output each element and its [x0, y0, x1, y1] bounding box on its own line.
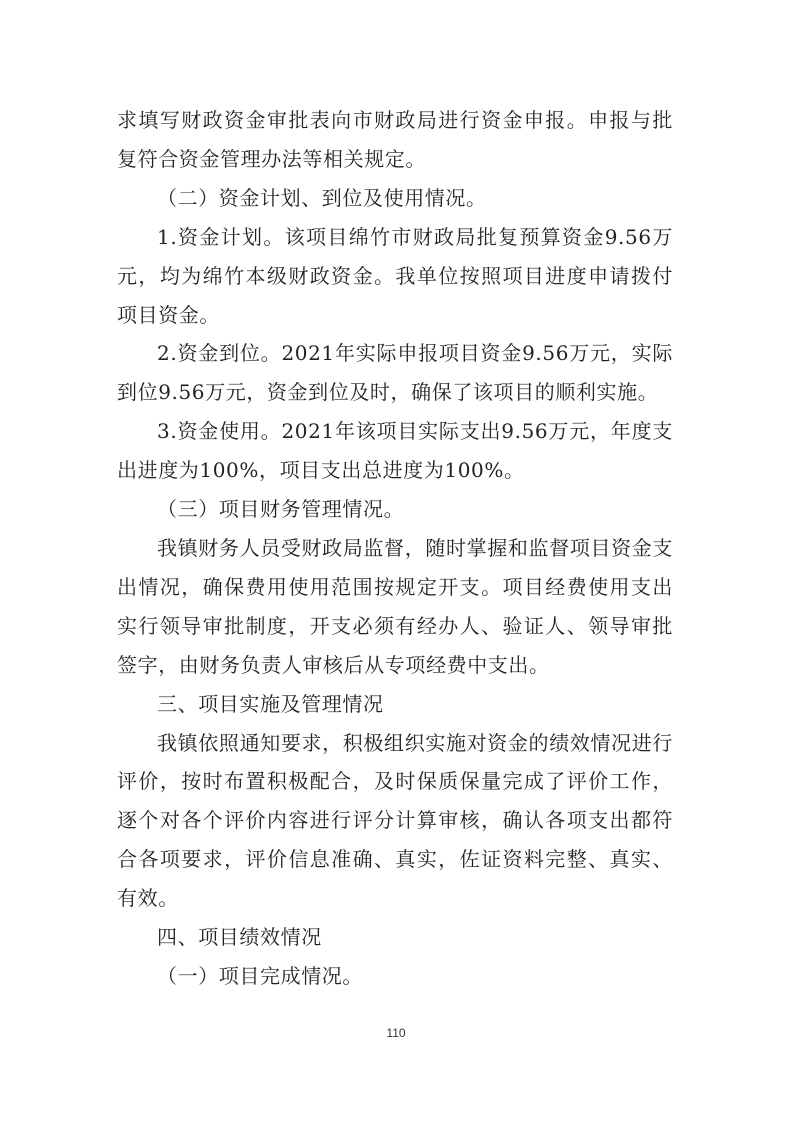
paragraph-funds-plan: 1.资金计划。该项目绵竹市财政局批复预算资金9.56万元，均为绵竹本级财政资金。我单位按照项目进度申请拨付项目资金。 — [117, 224, 673, 327]
document-body — [117, 101, 673, 996]
paragraph-funds-usage: 3.资金使用。2021年该项目实际支出9.56万元，年度支出进度为100%，项目支出总进度为100%。 — [117, 419, 673, 483]
paragraph-funds-arrival: 2.资金到位。2021年实际申报项目资金9.56万元，实际到位9.56万元，资金到位及时，确保了该项目的顺利实施。 — [117, 341, 673, 405]
section-heading-performance: 四、项目绩效情况 — [157, 925, 322, 950]
page-number: 110 — [386, 1026, 406, 1040]
section-heading-funds-plan: （二）资金计划、到位及使用情况。 — [157, 185, 487, 210]
section-heading-completion: （一）项目完成情况。 — [157, 963, 363, 988]
paragraph-financial-management: 我镇财务人员受财政局监督，随时掌握和监督项目资金支出情况，确保费用使用范围按规定开支。项目经费使用支出实行领导审批制度，开支必须有经办人、验证人、领导审批签字，由财务负责人审核后从专项经费中支出。 — [117, 535, 673, 677]
section-heading-implementation: 三、项目实施及管理情况 — [157, 691, 384, 716]
paragraph-continuation: 求填写财政资金审批表向市财政局进行资金申报。申报与批复符合资金管理办法等相关规定。 — [117, 108, 673, 171]
paragraph-implementation: 我镇依照通知要求，积极组织实施对资金的绩效情况进行评价，按时布置积极配合，及时保质保量完成了评价工作，逐个对各个评价内容进行评分计算审核，确认各项支出都符合各项要求，评价信息准确、真实，佐证资料完整、真实、有效。 — [117, 730, 673, 911]
section-heading-financial-management: （三）项目财务管理情况。 — [157, 497, 405, 522]
